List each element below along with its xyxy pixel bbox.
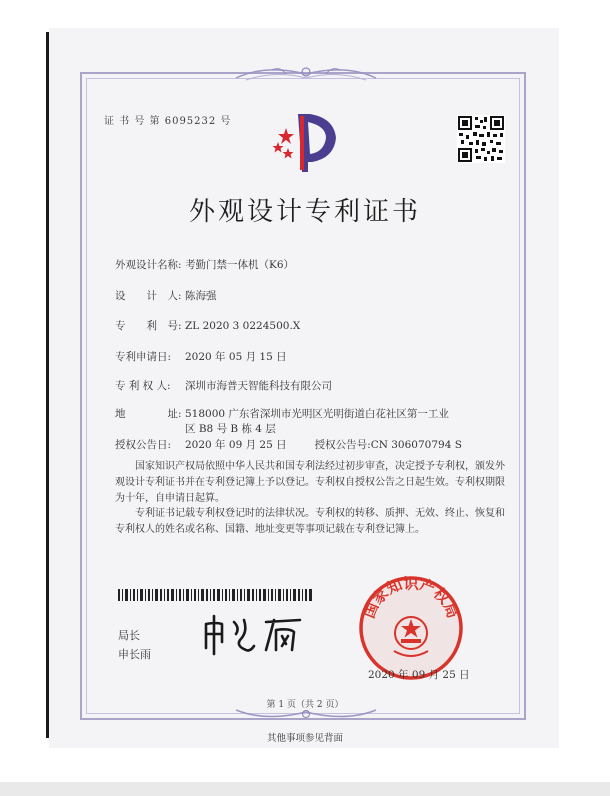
barcode-icon [118, 589, 314, 601]
field-address [115, 406, 449, 421]
svg-text:国家知识产权局: 国家知识产权局 [359, 574, 463, 621]
field-label: 专利申请日: [115, 351, 172, 363]
signatory-title: 局长 [118, 629, 140, 642]
field-application-date [115, 349, 287, 364]
field-value: 2020 年 09 月 25 日 [185, 439, 287, 451]
certificate-number: 证 书 号 第 6095232 号 [104, 116, 232, 127]
certificate-title: 外观设计专利证书 [188, 197, 421, 227]
field-patent-number [115, 318, 300, 333]
field-designer [115, 288, 217, 303]
field-value: 深圳市海普天智能科技有限公司 [185, 380, 332, 392]
field-value: 考勤门禁一体机（K6） [185, 259, 295, 271]
field-value: 2020 年 05 月 15 日 [185, 351, 287, 363]
field-label: 授权公告日: [115, 439, 172, 451]
field-label: 地 址: [115, 408, 182, 420]
handwritten-signature-icon [200, 610, 310, 660]
field-value: ZL 2020 3 0224500.X [185, 320, 301, 332]
field-announcement [115, 437, 462, 452]
field-label: 设 计 人: [115, 290, 182, 302]
page-number: 第 1 页（共 2 页） [266, 700, 344, 710]
publication-number: CN 306070794 S [370, 439, 462, 451]
grant-paragraph: 国家知识产权局依照中华人民共和国专利法经过初步审查，决定授予专利权，颁发外观设计专利证书并在专利登记簿上予以登记。专利权自授权公告之日起生效。专利权期限为十年，自申请日起算。 [115, 461, 505, 504]
field-patentee [115, 378, 332, 393]
publication-label: 授权公告号: [314, 439, 371, 451]
legal-status-paragraph: 专利证书记载专利权登记时的法律状况。专利权的转移、质押、无效、终止、恢复和专利权人的姓名或名称、国籍、地址变更等事项记载在专利登记簿上。 [115, 508, 505, 535]
signatory-name: 申长雨 [118, 648, 151, 661]
field-value: 518000 广东省深圳市光明区光明街道白花社区第一工业 [185, 408, 449, 420]
bottom-band [0, 782, 610, 796]
seal-date: 2020 年 09 月 25 日 [368, 669, 470, 681]
field-value: 陈海强 [185, 290, 217, 302]
field-design-name [115, 257, 294, 272]
top-ornament-icon [226, 62, 386, 84]
address-line-2: 区 B8 号 B 栋 4 层 [185, 423, 276, 435]
qr-code-icon [457, 115, 505, 163]
field-label: 专 利 号: [115, 320, 182, 332]
field-label: 外观设计名称: [115, 259, 182, 271]
field-label: 专 利 权 人: [115, 380, 171, 392]
footer-note: 其他事项参见背面 [266, 733, 343, 744]
cnipa-logo-icon [264, 108, 344, 178]
